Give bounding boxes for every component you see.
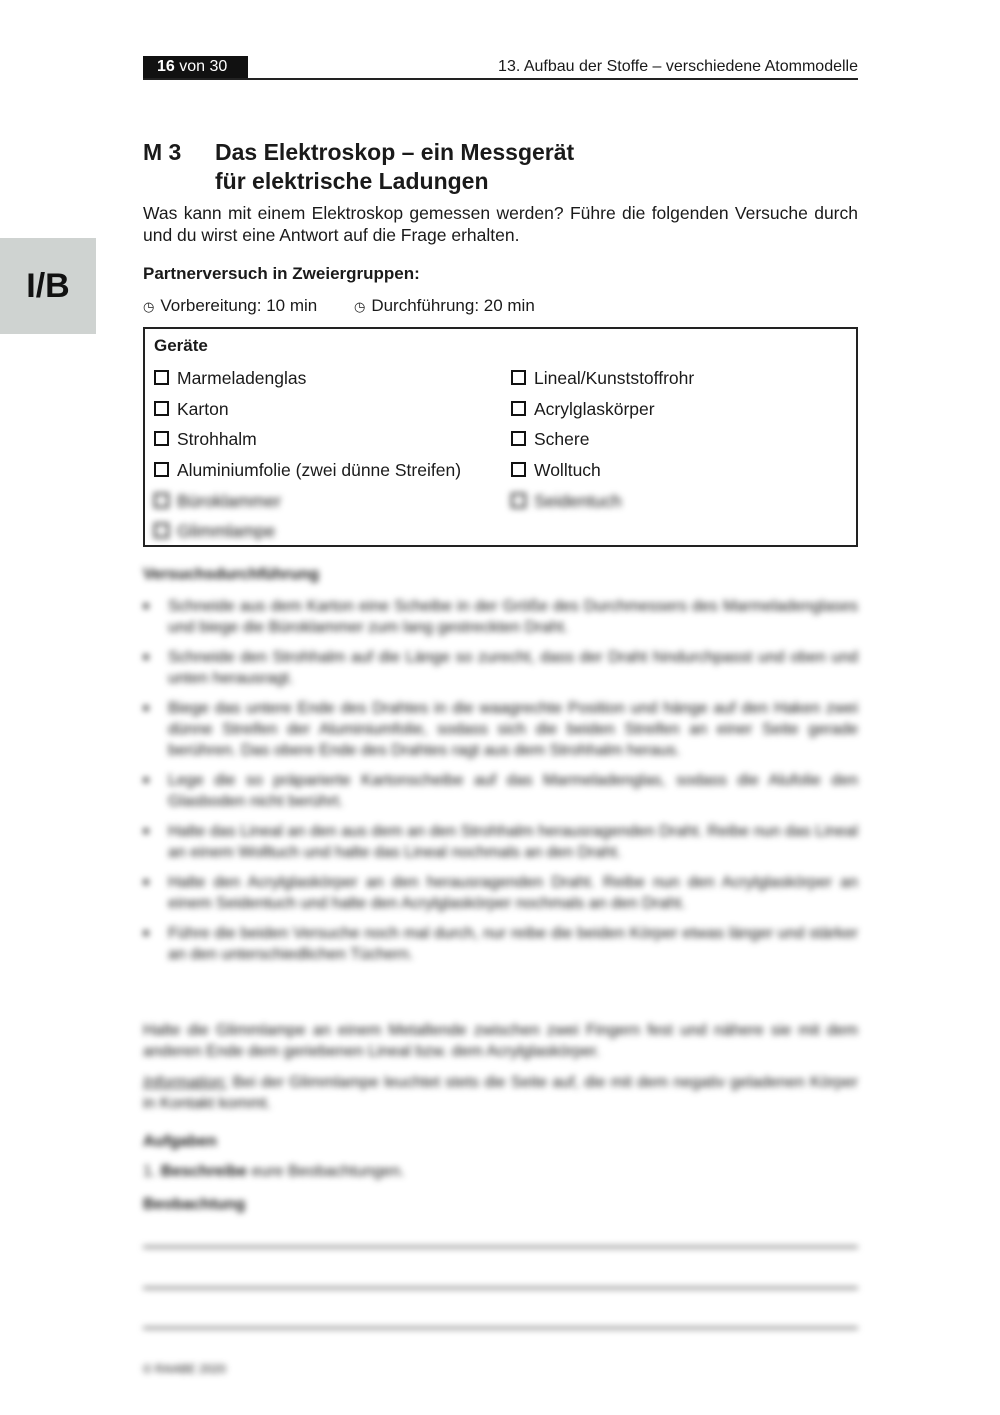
steps-list xyxy=(143,596,858,974)
checkbox-icon xyxy=(511,401,526,416)
info-label: Information: xyxy=(143,1074,228,1091)
section-tab-label: I/B xyxy=(26,266,70,305)
chapter-title: 13. Aufbau der Stoffe – verschiedene Atommodelle xyxy=(498,58,858,75)
list-item: ■ Schneide aus dem Karton eine Scheibe in der Größe des Durchmessers des Marmeladenglases und biege die Büroklammer zum lang gestreckten Draht. xyxy=(143,596,858,638)
info-paragraph xyxy=(143,1072,858,1114)
answer-line xyxy=(143,1246,858,1248)
checkbox-icon xyxy=(154,401,169,416)
checkbox-icon xyxy=(511,370,526,385)
page-header xyxy=(143,56,858,80)
device-item: Lineal/Kunststoffrohr xyxy=(511,368,694,389)
partner-label: Partnerversuch in Zweiergruppen: xyxy=(143,264,420,283)
preparation-time-text: Vorbereitung: 10 min xyxy=(160,296,318,315)
checkbox-icon xyxy=(154,523,169,538)
device-item: Karton xyxy=(154,399,229,420)
device-item: Marmeladenglas xyxy=(154,368,306,389)
list-item: ■ Lege die so präparierte Kartonscheibe auf das Marmeladenglas, sodass die Alufolie den Glasboden nicht berührt. xyxy=(143,770,858,812)
device-item: Strohhalm xyxy=(154,429,257,450)
task-item: 1. Beschreibe eure Beobachtungen. xyxy=(143,1163,405,1180)
page-footer: © RAABE 2020 xyxy=(143,1362,226,1376)
execution-time xyxy=(354,296,535,316)
checkbox-icon xyxy=(154,370,169,385)
device-item: Aluminiumfolie (zwei dünne Streifen) xyxy=(154,460,461,481)
checkbox-icon xyxy=(511,431,526,446)
page-number: 16 xyxy=(157,58,175,75)
section-tab xyxy=(0,238,96,334)
time-info xyxy=(143,296,535,316)
list-item: ■ Biege das untere Ende des Drahtes in die waagrechte Position und hänge auf den Haken zwei dünne Streifen der Aluminiumfolie, sodass sich die beiden Streifen an einer Seite gerade berühren. Das obere Ende des Drahtes ragt aus dem Strohhalm heraus. xyxy=(143,698,858,761)
info-text: Bei der Glimmlampe leuchtet stets die Seite auf, die mit dem negativ geladenen Körper in Kontakt kommt. xyxy=(143,1074,858,1112)
device-item: Acrylglaskörper xyxy=(511,399,655,420)
device-item: Schere xyxy=(511,429,589,450)
devices-box xyxy=(143,327,858,547)
page-total: von 30 xyxy=(179,58,228,75)
list-item: ■ Halte den Acrylglaskörper an den herausragenden Draht. Reibe nun den Acrylglaskörper an einem Seidentuch und halte den Acrylglaskörper nochmals an den Draht. xyxy=(143,872,858,914)
section-title-line2: für elektrische Ladungen xyxy=(215,168,489,194)
device-item: Glimmlampe xyxy=(154,521,275,542)
list-item: ■ Führe die beiden Versuche noch mal durch, nur reibe die beiden Körper etwas länger und stärker an den unterschiedlichen Tüchern. xyxy=(143,923,858,965)
list-item: ■ Schneide den Strohhalm auf die Länge so zurecht, dass der Draht hindurchpasst und oben und unten herausragt. xyxy=(143,647,858,689)
glow-lamp-paragraph: Halte die Glimmlampe an einem Metallende zwischen zwei Fingern fest und nähere sie mit dem anderen Ende dem geriebenen Lineal bzw. dem Acrylglaskörper. xyxy=(143,1022,858,1060)
list-item: ■ Halte das Lineal an den aus dem an den Strohhalm herausragenden Draht. Reibe nun das Lineal an einem Wolltuch und halte das Lineal nochmals an den Draht. xyxy=(143,821,858,863)
checkbox-icon xyxy=(154,493,169,508)
checkbox-icon xyxy=(511,462,526,477)
device-item: Wolltuch xyxy=(511,460,601,481)
clock-icon: ◷ xyxy=(353,299,366,314)
section-title-line1: Das Elektroskop – ein Messgerät xyxy=(215,139,575,165)
clock-icon: ◷ xyxy=(143,299,155,314)
answer-line xyxy=(143,1287,858,1289)
checkbox-icon xyxy=(511,493,526,508)
page-number-badge xyxy=(143,56,248,78)
devices-title: Geräte xyxy=(154,336,208,355)
checkbox-icon xyxy=(154,431,169,446)
device-item: Büroklammer xyxy=(154,491,281,512)
intro-text: Was kann mit einem Elektroskop gemessen werden? Führe die folgenden Versuche durch und du wirst eine Antwort auf die Frage erhalten. xyxy=(143,203,858,245)
device-item: Seidentuch xyxy=(511,491,622,512)
answer-line xyxy=(143,1327,858,1329)
section-code: M 3 xyxy=(143,139,182,165)
tasks-title: Aufgaben xyxy=(143,1133,217,1150)
howto-title: Versuchsdurchführung xyxy=(143,566,320,583)
section-title xyxy=(215,138,735,196)
observation-label: Beobachtung xyxy=(143,1196,246,1213)
preparation-time xyxy=(143,296,317,316)
checkbox-icon xyxy=(154,462,169,477)
execution-time-text: Durchführung: 20 min xyxy=(371,296,535,315)
